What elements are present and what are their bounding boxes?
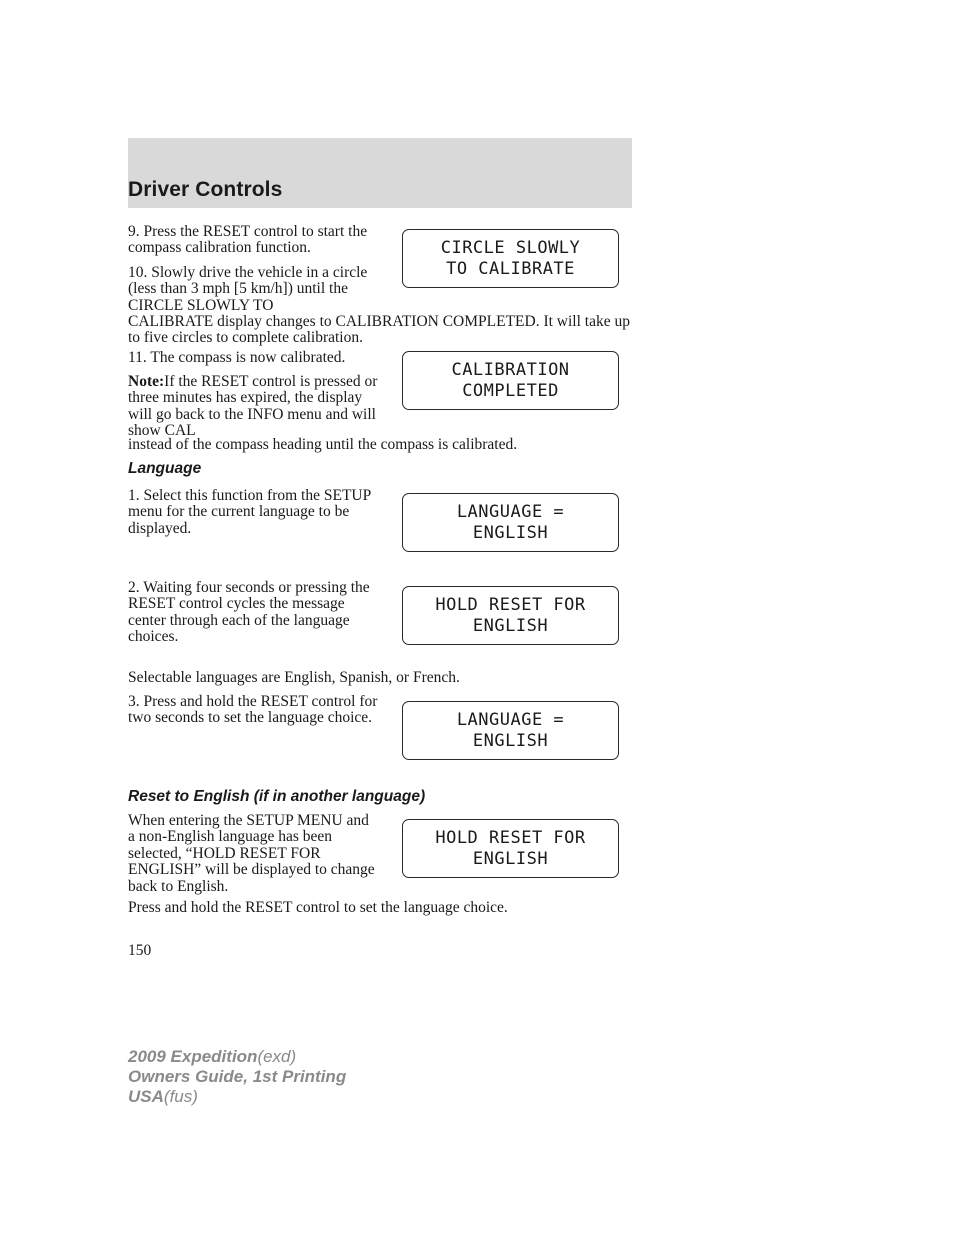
- footer-region-code: (fus): [163, 1087, 198, 1106]
- display-hold-reset: [402, 819, 619, 878]
- language-step-3: 3. Press and hold the RESET control for two seconds to set the language choice.: [128, 693, 378, 727]
- display-line: HOLD RESET FOR: [435, 594, 586, 615]
- page-title: Driver Controls: [128, 178, 283, 201]
- step-10-text: 10. Slowly drive the vehicle in a circle (less than 3 mph [5 km/h]) until the CIRCLE SLOWLY TO: [128, 264, 368, 314]
- display-line: CALIBRATION: [451, 359, 570, 380]
- heading-reset-to-english: Reset to English (if in another language): [128, 788, 426, 805]
- display-line: ENGLISH: [472, 848, 549, 869]
- display-line: ENGLISH: [472, 730, 549, 751]
- selectable-languages-text: Selectable languages are English, Spanish, or French.: [128, 669, 460, 686]
- display-line: HOLD RESET FOR: [435, 827, 586, 848]
- note-label: Note:: [128, 373, 165, 390]
- note-continued: instead of the compass heading until the compass is calibrated.: [128, 436, 518, 453]
- display-line: COMPLETED: [462, 380, 559, 401]
- print-footer: [128, 1047, 346, 1107]
- footer-line: [128, 1047, 346, 1067]
- step-9-text: 9. Press the RESET control to start the compass calibration function.: [128, 223, 368, 257]
- note-body: If the RESET control is pressed or three minutes has expired, the display will go back to the INFO menu and will show CAL: [128, 373, 378, 440]
- footer-model: 2009 Expedition: [128, 1047, 258, 1066]
- display-circle-slowly: [402, 229, 619, 288]
- display-hold-reset: [402, 586, 619, 645]
- footer-line: Owners Guide, 1st Printing: [128, 1067, 347, 1086]
- footer-line: [128, 1087, 346, 1107]
- reset-english-text: When entering the SETUP MENU and a non-English language has been selected, “HOLD RESET FOR ENGLISH” will be displayed to change back to English.: [128, 812, 375, 895]
- reset-final-text: Press and hold the RESET control to set the language choice.: [128, 899, 508, 916]
- heading-language: Language: [128, 460, 202, 477]
- display-language-english: [402, 701, 619, 760]
- language-step-2: 2. Waiting four seconds or pressing the RESET control cycles the message center through each of the language choices.: [128, 579, 370, 646]
- display-calibration-completed: [402, 351, 619, 410]
- display-line: ENGLISH: [472, 615, 549, 636]
- page-number: 150: [128, 942, 152, 959]
- display-line: LANGUAGE =: [456, 709, 565, 730]
- footer-region: USA: [128, 1087, 164, 1106]
- display-line: LANGUAGE =: [456, 501, 565, 522]
- display-line: TO CALIBRATE: [446, 258, 575, 279]
- display-language-english: [402, 493, 619, 552]
- language-step-1: 1. Select this function from the SETUP menu for the current language to be displayed.: [128, 487, 371, 537]
- display-line: CIRCLE SLOWLY: [440, 237, 581, 258]
- step-10-continued: CALIBRATE display changes to CALIBRATION COMPLETED. It will take up to five circles to complete calibration.: [128, 313, 630, 347]
- step-11-text: 11. The compass is now calibrated.: [128, 349, 346, 366]
- display-line: ENGLISH: [472, 522, 549, 543]
- note-text: [128, 374, 378, 440]
- footer-code: (exd): [257, 1047, 297, 1066]
